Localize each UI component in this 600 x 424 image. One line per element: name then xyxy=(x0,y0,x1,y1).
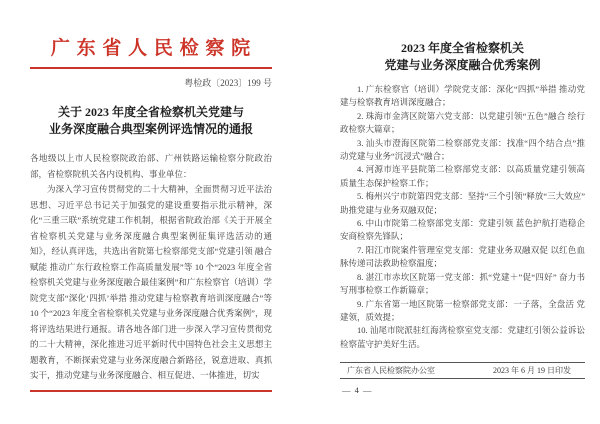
case-item: 10. 汕尾市院派驻红海湾检察室党支部：党建红引领公益诉讼 检察蓝守护美好生活。 xyxy=(340,325,585,349)
notice-title-line2: 业务深度融合典型案例评选情况的通报 xyxy=(48,122,253,136)
case-list-page xyxy=(340,0,585,424)
case-list xyxy=(340,83,585,351)
page-number: — 4 — xyxy=(342,385,373,395)
footer-office: 广东省人民检察院办公室 xyxy=(347,366,435,375)
case-item: 9. 广东省第一地区院第一检察部党支部：一子落，全盘活 党建领，质效提； xyxy=(340,298,585,322)
red-header-rule xyxy=(30,67,272,69)
footer-print-date: 2023 年 6 月 19 日印发 xyxy=(493,366,571,375)
agency-name-header: 广 东 省 人 民 检 察 院 xyxy=(50,38,252,59)
case-list-title-line2: 党建与业务深度融合优秀案例 xyxy=(384,58,541,72)
case-item: 3. 汕头市澄海区院第二检察部党支部：找准“四个结合点”推动党建与业务“沉浸式”融合； xyxy=(340,137,585,162)
notice-title xyxy=(30,104,272,138)
case-item: 1. 广东检察官（培训）学院党支部：深化“四抓”举措 推动党建与检察教育培训深度融合； xyxy=(340,84,585,108)
case-item: 4. 河源市连平县院第二检察部党支部：以高质量党建引领高质量生态保护检察工作； xyxy=(340,164,585,188)
case-item: 7. 阳江市院案件管理室党支部：党建业务双融双促 以红色血脉传递司法救助检察温度； xyxy=(340,244,585,269)
notice-page xyxy=(30,0,272,424)
case-item: 8. 湛江市赤坎区院第一党支部：抓“党建＋”促“四好” 奋力书写刑事检察工作新篇章； xyxy=(340,271,585,296)
case-item: 6. 中山市院第二检察部党支部：党建引领 蓝色护航打造稳企安商检察先锋队； xyxy=(340,218,585,242)
notice-title-line1: 关于 2023 年度全省检察机关党建与 xyxy=(57,105,244,119)
salutation-paragraph: 各地级以上市人民检察院政治部、广州铁路运输检察分院政治部，省检察院机关各内设机构、事业单位： xyxy=(30,153,272,179)
document-number: 粤检政〔2023〕199 号 xyxy=(184,78,272,88)
case-item: 5. 梅州兴宁市院第四党支部：坚持“三个引领”释放“三大效应” 助推党建与业务双融双促； xyxy=(340,191,585,215)
case-item: 2. 珠海市金湾区院第六党支部：以党建引领“五色”融合 绘行政检察大篇章； xyxy=(340,110,585,135)
case-list-title xyxy=(340,40,585,74)
case-list-title-line1: 2023 年度全省检察机关 xyxy=(400,41,524,55)
body-paragraph: 为深入学习宣传贯彻党的二十大精神，全面贯彻习近平法治思想、习近平总书记关于加强党的建设重要指示批示精神，深化“三重三联”系统党建工作机制，根据省院政治部《关于开展全省检察机关党建与业务深度融合典型案例征集评选活动的通知》，经认真评选，共选出省院第七检察部党支部“党建引领 融合赋能 推动广东行政检察工作高质量发展”等 10 个“2023 年度全省检察机关党建与业务深度融合最佳案例”和广东检察官（培训）学院党支部“深化‘四抓’举措 推动党建与检察教育培训深度融合”等 10 个“2023 年度全省检察机关党建与业务深度融合优秀案例”，现将评选结果进行通报。请各地各部门进一步深入学习宣传贯彻党的二十大精神，深化推进习近平新时代中国特色社会主义思想主题教育，不断探索党建与业务深度融合新路径，锐意进取、真抓实干，推动党建与业务深度融合、相互促进、一体推进，切实 xyxy=(30,184,272,380)
notice-body xyxy=(30,151,272,384)
red-footer-rule xyxy=(30,390,272,392)
print-footer xyxy=(340,362,585,379)
